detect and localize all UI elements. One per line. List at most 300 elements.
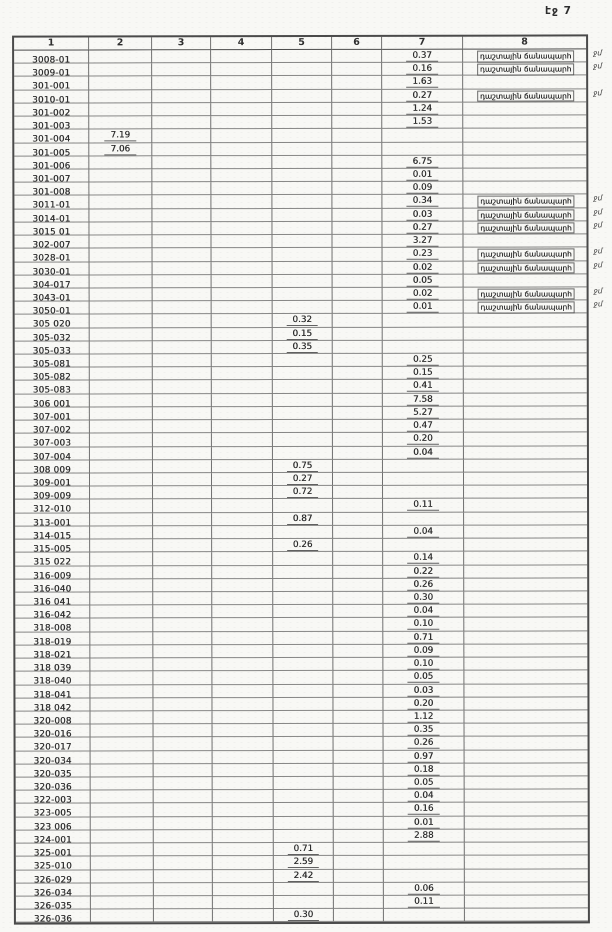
road-cell [465,829,588,842]
row-id: 305-033 [32,346,71,357]
empty-cell [273,407,333,420]
empty-cell [272,50,332,63]
empty-cell [333,499,383,512]
empty-cell [153,711,212,724]
road-cell [464,248,587,261]
empty-cell [332,208,382,221]
road-cell [465,869,588,882]
empty-cell [334,724,384,737]
road-cell [464,671,587,684]
row-id: 322-003 [33,795,72,806]
empty-cell [273,684,333,697]
empty-cell [333,327,383,340]
empty-cell [212,314,273,327]
row-id-cell [15,566,90,582]
empty-cell [274,817,334,830]
cell-value: 0.16 [408,804,440,815]
empty-cell [273,248,333,261]
empty-cell [90,605,153,618]
empty-cell [153,500,212,513]
empty-cell [89,182,152,195]
value-cell [383,592,464,605]
road-cell [465,895,588,908]
cell-value: 0.26 [287,540,319,551]
empty-cell [213,883,274,896]
empty-cell [333,631,383,644]
value-cell [384,896,465,909]
row-id: 326-035 [33,901,72,912]
road-label: դաշտային ճանապարհ [477,222,574,234]
empty-cell [212,381,273,394]
empty-cell [153,486,212,499]
value-cell [382,208,463,221]
empty-cell [89,156,152,169]
value-cell [382,116,463,129]
empty-cell [273,288,333,301]
cell-value: 1.12 [408,712,440,723]
row-id: 320-008 [33,716,72,727]
empty-cell [212,579,273,592]
empty-cell [333,446,383,459]
empty-cell [153,685,212,698]
cell-value: 0.02 [407,262,439,273]
empty-cell [212,499,273,512]
value-cell [274,843,334,856]
empty-cell [213,830,274,843]
margin-note: ջմ [593,220,603,230]
empty-cell [273,698,333,711]
row-id-cell [16,883,91,899]
road-cell [463,49,586,62]
column-header: 2 [89,37,152,50]
empty-cell [152,63,211,76]
empty-cell [213,896,274,909]
empty-cell [90,658,153,671]
empty-cell [273,552,333,565]
empty-cell [212,658,273,671]
row-id-cell [16,751,91,767]
row-id-cell [15,553,90,566]
value-cell [382,155,463,168]
cell-value: 0.35 [286,342,318,353]
empty-cell [90,579,153,592]
empty-cell [213,790,274,803]
row-id-cell [14,77,89,90]
road-cell [463,102,586,115]
road-cell [464,340,587,353]
empty-cell [90,341,153,354]
road-cell [464,605,587,618]
row-id: 301-007 [32,174,71,185]
empty-cell [90,460,153,473]
empty-cell [213,724,274,737]
empty-cell [153,315,212,328]
empty-cell [383,314,464,327]
empty-cell [212,341,273,354]
row-id: 3043-01 [32,293,71,304]
value-cell [382,89,463,102]
value-cell [382,76,463,89]
empty-cell [91,764,154,777]
row-id: 316-042 [33,610,72,621]
cell-value: 0.18 [408,765,440,776]
row-id: 301-004 [32,134,71,145]
value-cell [383,618,464,631]
row-id-cell [16,817,91,833]
column-header: 7 [382,37,463,50]
empty-cell [211,116,272,129]
cell-value: 0.11 [408,897,440,908]
empty-cell [274,724,334,737]
empty-cell [383,539,464,552]
empty-cell [152,77,211,90]
cell-value: 0.06 [408,883,440,894]
empty-cell [332,63,382,76]
cell-value: 2.42 [288,871,320,882]
empty-cell [383,327,464,340]
road-cell [465,803,588,816]
value-cell [89,143,152,156]
cell-value: 0.15 [407,368,439,379]
empty-cell [153,698,212,711]
row-id-cell [15,659,90,672]
road-cell [464,684,587,697]
cell-value: 7.58 [407,394,439,405]
empty-cell [90,407,153,420]
empty-cell [273,565,333,578]
road-cell [464,697,587,710]
row-id: 3010-01 [32,95,71,106]
empty-cell [90,420,153,433]
road-cell [464,657,587,670]
road-cell [464,420,587,433]
row-id-cell [15,487,90,500]
empty-cell [211,63,272,76]
empty-cell [213,817,274,830]
value-cell [89,130,152,143]
empty-cell [153,473,212,486]
value-cell [382,103,463,116]
empty-cell [272,63,332,76]
empty-cell [153,539,212,552]
empty-cell [333,618,383,631]
road-cell [463,89,586,102]
empty-cell [211,143,272,156]
row-id-cell [14,64,89,77]
road-cell [464,314,587,327]
row-id-cell [15,288,90,304]
empty-cell [333,605,383,618]
empty-cell [154,764,213,777]
cell-value: 0.03 [408,685,440,696]
value-cell [383,261,464,274]
empty-cell [91,830,154,843]
row-id: 307-003 [32,438,72,449]
row-id: 325-001 [33,848,72,859]
empty-cell [152,196,211,209]
cell-value: 0.75 [287,461,319,472]
cell-value: 1.53 [406,117,438,128]
cell-value: 0.20 [408,698,440,709]
empty-cell [153,275,212,288]
row-id: 301-002 [32,108,71,119]
empty-cell [272,116,332,129]
row-id-cell [15,381,90,397]
cell-value: 0.87 [287,514,319,525]
row-id: 309-001 [32,478,72,489]
empty-cell [90,394,153,407]
value-cell [273,328,333,341]
road-cell [464,631,587,644]
empty-cell [153,671,212,684]
row-id-cell [15,315,90,328]
row-id: 326-036 [33,914,73,925]
empty-cell [91,883,154,896]
row-id-cell [15,473,90,489]
row-id-cell [14,117,89,130]
empty-cell [212,433,273,446]
empty-cell [154,738,213,751]
value-cell [384,803,465,816]
row-id: 326-034 [33,888,72,899]
value-cell [383,671,464,684]
empty-cell [332,116,382,129]
empty-cell [332,50,382,63]
value-cell [383,605,464,618]
empty-cell [333,314,383,327]
row-id: 316-009 [33,571,72,582]
value-cell [384,737,465,750]
empty-cell [273,645,333,658]
road-label: դաշտային ճանապարհ [477,196,574,208]
cell-value: 0.04 [407,527,439,538]
row-id-cell [15,632,90,648]
row-id-cell [15,619,90,632]
empty-cell [333,684,383,697]
value-cell [383,526,464,539]
empty-cell [91,777,154,790]
road-cell [465,882,588,895]
empty-cell [212,328,273,341]
row-id-cell [16,844,91,857]
empty-cell [274,896,334,909]
empty-cell [90,487,153,500]
empty-cell [152,129,211,142]
value-cell [273,539,333,552]
empty-cell [211,235,272,248]
value-cell [384,724,465,737]
table-grid [12,34,590,925]
row-id: 305-082 [32,372,71,383]
empty-cell [272,90,332,103]
row-id: 3008-01 [32,55,71,66]
value-cell [382,63,463,76]
road-cell [464,380,587,393]
empty-cell [154,724,213,737]
value-cell [383,420,464,433]
empty-cell [152,143,211,156]
cell-value: 0.01 [408,817,440,828]
cell-value: 0.23 [407,249,439,260]
row-id-cell [15,328,90,344]
row-id: 313-001 [33,518,72,529]
empty-cell [273,380,333,393]
value-cell [273,513,333,526]
empty-cell [273,394,333,407]
empty-cell [212,354,273,367]
empty-cell [274,777,334,790]
cell-value: 0.10 [408,659,440,670]
empty-cell [383,340,464,353]
empty-cell [334,856,384,869]
margin-note: ջմ [593,48,603,58]
empty-cell [90,368,153,381]
row-id-cell [15,526,90,542]
row-id-cell [14,222,89,238]
cell-value: 0.14 [407,553,439,564]
empty-cell [154,857,213,870]
empty-cell [153,447,212,460]
empty-cell [90,672,153,685]
cell-value: 0.97 [408,751,440,762]
empty-cell [211,103,272,116]
empty-cell [334,737,384,750]
cell-value: 2.88 [408,831,440,842]
empty-cell [382,142,463,155]
road-label: դաշտային ճանապարհ [477,288,574,300]
empty-cell [274,737,334,750]
cell-value: 1.63 [406,77,438,88]
row-id-cell [14,196,89,209]
value-cell [383,711,464,724]
road-cell [464,446,587,459]
row-id-cell [15,540,90,553]
value-cell [383,274,464,287]
value-cell [273,473,333,486]
empty-cell [333,407,383,420]
margin-note: ջմ [593,207,603,217]
row-id-cell [16,870,91,886]
row-id-cell [15,341,90,357]
empty-cell [213,870,274,883]
empty-cell [91,751,154,764]
row-id-cell [15,592,90,608]
empty-cell [154,817,213,830]
empty-cell [333,288,383,301]
cell-value: 0.27 [287,474,319,485]
empty-cell [153,288,212,301]
row-id-cell [15,275,90,291]
empty-cell [91,910,154,923]
cell-value: 0.01 [407,170,439,181]
empty-cell [212,394,273,407]
empty-cell [273,367,333,380]
empty-cell [90,473,153,486]
cell-value: 0.47 [407,421,439,432]
empty-cell [332,156,382,169]
row-id-cell [16,777,91,793]
row-id-cell [15,434,90,447]
empty-cell [384,856,465,869]
empty-cell [333,261,383,274]
empty-cell [333,460,383,473]
empty-cell [332,142,382,155]
empty-cell [154,777,213,790]
empty-cell [152,90,211,103]
value-cell [383,658,464,671]
empty-cell [333,671,383,684]
empty-cell [153,248,212,261]
empty-cell [89,116,152,129]
road-cell [464,459,587,472]
empty-cell [273,711,333,724]
cell-value: 0.71 [408,632,440,643]
empty-cell [272,209,332,222]
empty-cell [90,698,153,711]
road-cell [465,724,588,737]
empty-cell [333,711,383,724]
empty-cell [333,579,383,592]
value-cell [382,195,463,208]
value-cell [273,341,333,354]
margin-note: ջմ [593,246,603,256]
empty-cell [332,195,382,208]
empty-cell [273,526,333,539]
row-id: 320-035 [33,769,72,780]
column-header: 6 [332,37,382,50]
row-id: 318-021 [33,650,72,661]
value-cell [382,182,463,195]
empty-cell [211,76,272,89]
column-header: 8 [463,36,586,49]
empty-cell [334,764,384,777]
road-label: դաշտային ճանապարհ [477,209,574,221]
cell-value: 0.30 [288,910,320,921]
empty-cell [213,737,274,750]
cell-value: 0.15 [286,329,318,340]
value-cell [382,169,463,182]
value-cell [384,763,465,776]
empty-cell [152,156,211,169]
empty-cell [153,619,212,632]
row-id-cell [15,500,90,513]
empty-cell [334,830,384,843]
row-id-cell [15,672,90,685]
empty-cell [273,618,333,631]
cell-value: 0.35 [408,725,440,736]
empty-cell [153,434,212,447]
value-cell [383,446,464,459]
row-id-cell [14,183,89,196]
empty-cell [153,262,212,275]
cell-value: 0.03 [407,209,439,220]
row-id: 318 039 [33,663,72,674]
row-id: 312-010 [32,504,72,515]
empty-cell [272,156,332,169]
empty-cell [90,685,153,698]
row-id-cell [15,394,90,410]
empty-cell [89,209,152,222]
row-id-cell [14,90,89,106]
row-id-cell [14,169,89,185]
empty-cell [333,512,383,525]
empty-cell [273,420,333,433]
row-id: 307-001 [32,412,71,423]
cell-value: 0.26 [408,738,440,749]
empty-cell [89,90,152,103]
road-cell [464,472,587,485]
row-id-cell [15,368,90,381]
